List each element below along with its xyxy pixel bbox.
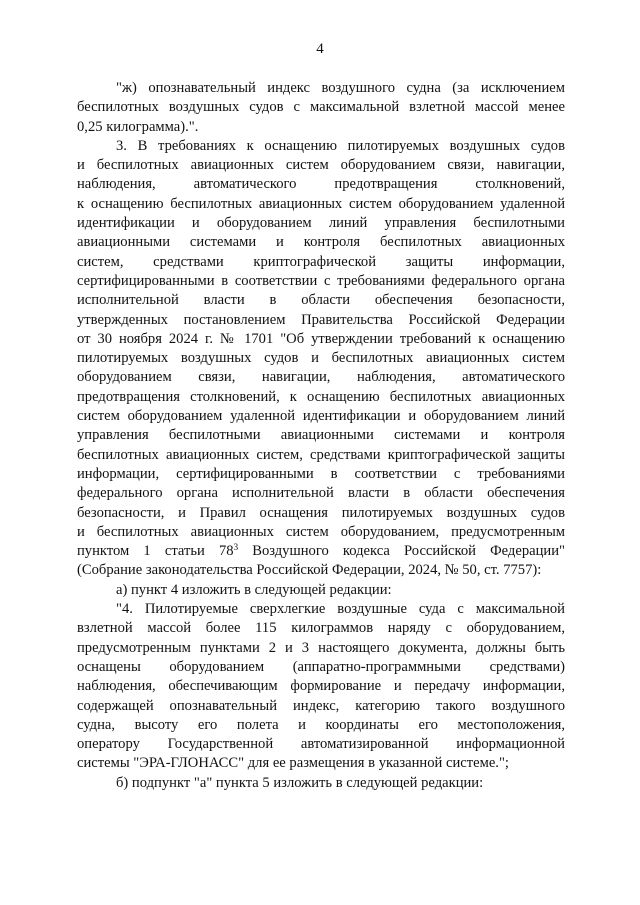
text-line (77, 79, 565, 98)
text-line (77, 581, 565, 600)
text-line: оснащены оборудованием (аппаратно-программными средствами) (77, 658, 565, 675)
text-line-content: 3. В требованиях к оснащению пилотируемых воздушных судов (116, 137, 565, 154)
text-line: безопасности, и Правил оснащения пилотируемых воздушных судов (77, 504, 565, 521)
text-line-content: "ж) опознавательный индекс воздушного судна (за исключением (116, 80, 565, 96)
text-line: взлетной массой более 115 килограммов наряду с оборудованием, (77, 620, 565, 637)
paragraph-a (77, 581, 565, 600)
text-line: от 30 ноября 2024 г. № 1701 "Об утверждении требований к оснащению (77, 330, 565, 347)
text-line: идентификации и оборудованием линий управления беспилотными (77, 215, 565, 232)
text-line: содержащей опознавательный индекс, категорию такого воздушного (77, 697, 565, 714)
text-line-part: пунктом 1 статьи 78 (77, 543, 234, 560)
text-line (77, 137, 565, 156)
text-line (77, 542, 565, 561)
text-line: системы "ЭРА-ГЛОНАСС" для ее размещения в указанной системе."; (77, 755, 509, 772)
text-line: утвержденных постановлением Правительства Российской Федерации (77, 311, 565, 328)
text-line: к оснащению беспилотных авиационных систем оборудованием удаленной (77, 195, 565, 212)
paragraph-4 (77, 600, 565, 774)
document-body (77, 79, 565, 793)
paragraph-zh (77, 79, 565, 137)
text-line: оборудованием связи, навигации, наблюдения, автоматического (77, 369, 565, 386)
text-line (77, 600, 565, 619)
text-line: (Собрание законодательства Российской Федерации, 2024, № 50, ст. 7757): (77, 562, 542, 579)
text-line: и беспилотных авиационных систем оборудованием связи, навигации, (77, 157, 565, 174)
text-line: предотвращения столкновений, к оснащению беспилотных авиационных (77, 388, 565, 405)
text-line-content: а) пункт 4 изложить в следующей редакции: (116, 581, 392, 598)
text-line: систем, средствами криптографической защиты информации, (77, 253, 565, 270)
text-line: предусмотренным пунктами 2 и 3 настоящего документа, должны быть (77, 639, 565, 656)
text-line: оператору Государственной автоматизированной информационной (77, 736, 565, 753)
text-line: систем оборудованием удаленной идентификации и оборудованием линий (77, 408, 565, 425)
text-line: беспилотных воздушных судов с максимальной взлетной массой менее (77, 99, 565, 116)
text-line-content: б) подпункт "а" пункта 5 изложить в следующей редакции: (116, 774, 484, 791)
text-line: беспилотных авиационных систем, средствами криптографической защиты (77, 446, 565, 463)
text-line: и беспилотных авиационных систем оборудованием, предусмотренным (77, 523, 565, 540)
paragraph-b (77, 774, 565, 793)
text-line: наблюдения, автоматического предотвращения столкновений, (77, 176, 565, 193)
text-line: сертифицированными в соответствии с требованиями федерального органа (77, 272, 565, 289)
text-line: информации, сертифицированными в соответствии с требованиями (77, 465, 565, 482)
text-line: авиационными системами и контроля беспилотных авиационных (77, 234, 565, 251)
text-line: федерального органа исполнительной власти в области обеспечения (77, 485, 565, 502)
superscript: 3 (233, 542, 239, 553)
text-line: управления беспилотными авиационными системами и контроля (77, 427, 565, 444)
text-line-content: "4. Пилотируемые сверхлегкие воздушные суда с максимальной (116, 601, 565, 618)
paragraph-3 (77, 137, 565, 581)
text-line: судна, высоту его полета и координаты его местоположения, (77, 716, 565, 733)
text-line: 0,25 килограмма).". (77, 118, 199, 135)
text-line: исполнительной власти в области обеспечения безопасности, (77, 292, 565, 309)
page-number: 4 (316, 41, 324, 57)
text-line (77, 774, 565, 793)
text-line: наблюдения, обеспечивающим формирование и передачу информации, (77, 678, 565, 695)
text-line-part: Воздушного кодекса Российской Федерации" (238, 543, 565, 560)
text-line: пилотируемых воздушных судов и беспилотных авиационных систем (77, 350, 565, 367)
